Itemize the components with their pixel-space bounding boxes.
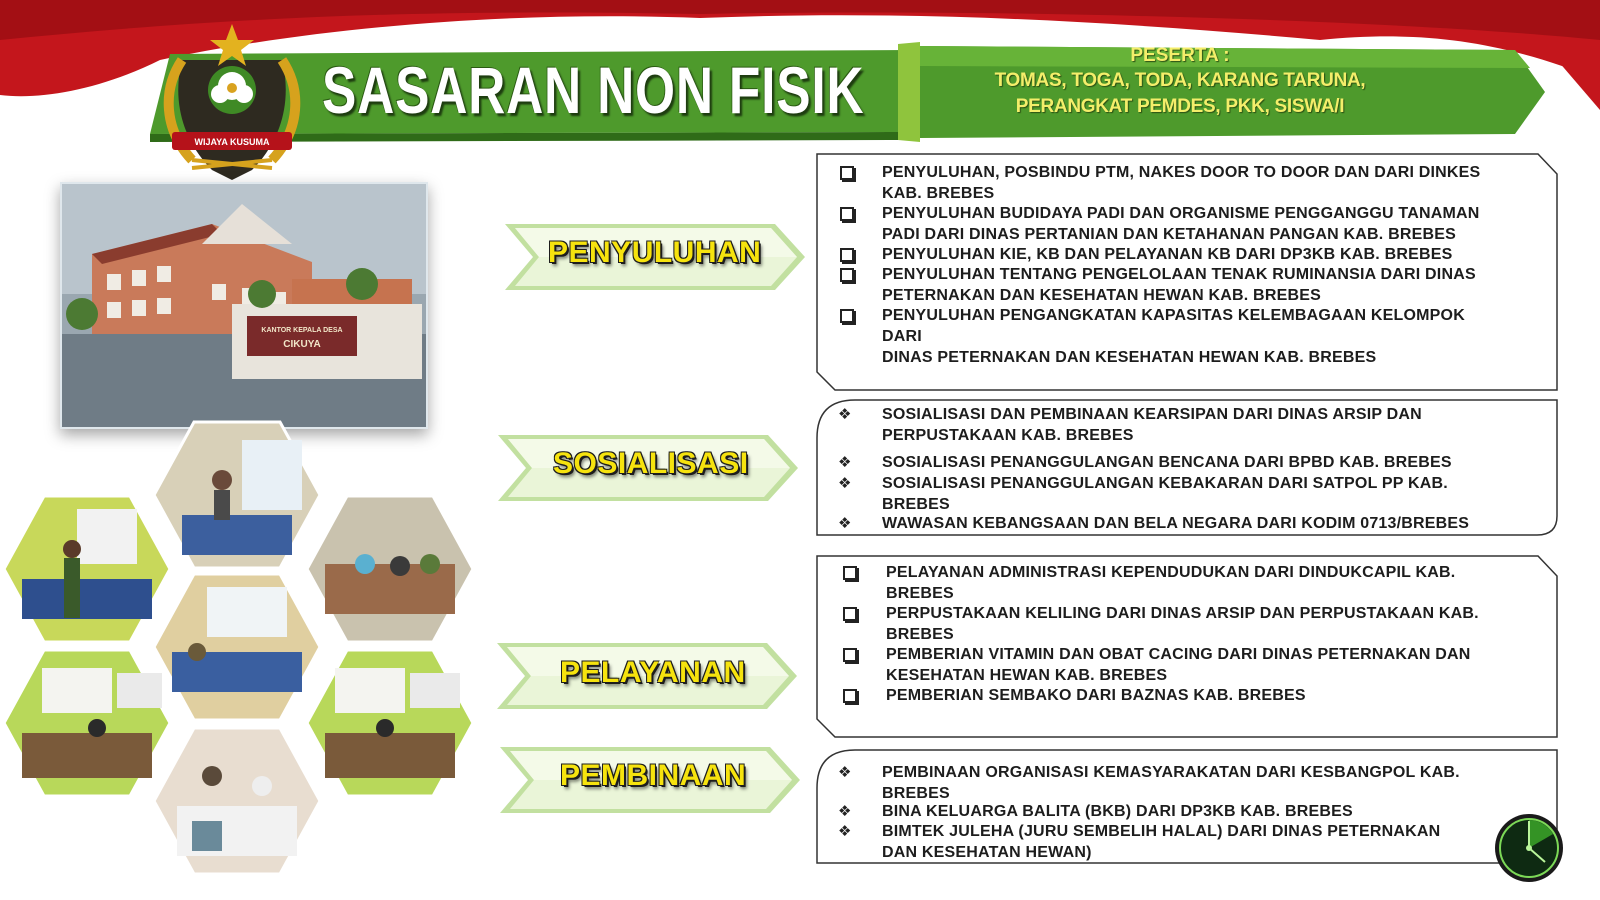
page-title: SASARAN NON FISIK bbox=[322, 53, 865, 127]
activity-photo-hex-7 bbox=[152, 726, 322, 876]
penyuluhan-item-5: PENYULUHAN PENGANGKATAN KAPASITAS KELEMBAGAAN KELOMPOK DARI DINAS PETERNAKAN DAN KESEHATAN HEWAN KAB. BREBES bbox=[882, 307, 1465, 366]
label-sosialisasi: SOSIALISASI bbox=[553, 447, 749, 480]
sosialisasi-item-1: SOSIALISASI DAN PEMBINAAN KEARSIPAN DARI DINAS ARSIP DAN PERPUSTAKAAN KAB. BREBES bbox=[882, 406, 1422, 444]
checkbox-bullet-icon bbox=[840, 309, 854, 323]
village-office-photo bbox=[60, 182, 428, 429]
pelayanan-item-3: PEMBERIAN VITAMIN DAN OBAT CACING DARI DINAS PETERNAKAN DAN KESEHATAN HEWAN KAB. BREBES bbox=[886, 646, 1471, 684]
diamond-bullet-icon: ❖ bbox=[838, 453, 852, 471]
activity-photo-hex-2 bbox=[2, 494, 172, 644]
diamond-bullet-icon: ❖ bbox=[838, 474, 852, 492]
logo-text: WIJAYA KUSUMA bbox=[194, 137, 270, 147]
peserta-line-2: PERANGKAT PEMDES, PKK, SISWA/I bbox=[1015, 96, 1345, 117]
label-pelayanan: PELAYANAN bbox=[560, 656, 746, 689]
diamond-bullet-icon: ❖ bbox=[838, 802, 852, 820]
timer-icon bbox=[1493, 812, 1565, 884]
sosialisasi-item-2: SOSIALISASI PENANGGULANGAN BENCANA DARI BPBD KAB. BREBES bbox=[882, 454, 1452, 471]
checkbox-bullet-icon bbox=[840, 268, 854, 282]
diamond-bullet-icon: ❖ bbox=[838, 763, 852, 781]
activity-photo-hex-3 bbox=[305, 494, 475, 644]
checkbox-bullet-icon bbox=[843, 689, 857, 703]
diamond-bullet-icon: ❖ bbox=[838, 514, 852, 532]
checkbox-bullet-icon bbox=[843, 607, 857, 621]
peserta-line-1: TOMAS, TOGA, TODA, KARANG TARUNA, bbox=[994, 70, 1366, 91]
office-sign-line-2: CIKUYA bbox=[283, 339, 321, 350]
checkbox-bullet-icon bbox=[840, 207, 854, 221]
label-penyuluhan: PENYULUHAN bbox=[548, 236, 762, 269]
peserta-block bbox=[940, 44, 1420, 120]
checkbox-bullet-icon bbox=[843, 566, 857, 580]
activity-photo-hex-4 bbox=[152, 572, 322, 722]
penyuluhan-item-1: PENYULUHAN, POSBINDU PTM, NAKES DOOR TO DOOR DAN DARI DINKES KAB. BREBES bbox=[882, 164, 1481, 202]
pembinaan-item-3: BIMTEK JULEHA (JURU SEMBELIH HALAL) DARI DINAS PETERNAKAN DAN KESEHATAN HEWAN) bbox=[882, 823, 1441, 861]
diamond-bullet-icon: ❖ bbox=[838, 822, 852, 840]
pembinaan-item-2: BINA KELUARGA BALITA (BKB) DARI DP3KB KAB. BREBES bbox=[882, 803, 1353, 820]
label-pembinaan: PEMBINAAN bbox=[560, 759, 747, 792]
checkbox-bullet-icon bbox=[840, 248, 854, 262]
activity-photo-hex-6 bbox=[305, 648, 475, 798]
pelayanan-item-1: PELAYANAN ADMINISTRASI KEPENDUDUKAN DARI DINDUKCAPIL KAB. BREBES bbox=[886, 564, 1456, 602]
pelayanan-item-4: PEMBERIAN SEMBAKO DARI BAZNAS KAB. BREBES bbox=[886, 687, 1306, 704]
pembinaan-item-1: PEMBINAAN ORGANISASI KEMASYARAKATAN DARI KESBANGPOL KAB. BREBES bbox=[882, 764, 1460, 802]
activity-photo-hex-1 bbox=[152, 420, 322, 570]
diamond-bullet-icon: ❖ bbox=[838, 405, 852, 423]
checkbox-bullet-icon bbox=[843, 648, 857, 662]
wijaya-kusuma-logo bbox=[152, 20, 312, 190]
activity-photo-hex-5 bbox=[2, 648, 172, 798]
penyuluhan-item-3: PENYULUHAN KIE, KB DAN PELAYANAN KB DARI DP3KB KAB. BREBES bbox=[882, 246, 1453, 263]
pelayanan-item-2: PERPUSTAKAAN KELILING DARI DINAS ARSIP DAN PERPUSTAKAAN KAB. BREBES bbox=[886, 605, 1479, 643]
penyuluhan-item-4: PENYULUHAN TENTANG PENGELOLAAN TENAK RUMINANSIA DARI DINAS PETERNAKAN DAN KESEHATAN HEWAN KAB. BREBES bbox=[882, 266, 1476, 304]
checkbox-bullet-icon bbox=[840, 166, 854, 180]
peserta-label: PESERTA : bbox=[1130, 45, 1230, 66]
sosialisasi-item-3: SOSIALISASI PENANGGULANGAN KEBAKARAN DARI SATPOL PP KAB. BREBES bbox=[882, 475, 1448, 513]
penyuluhan-item-2: PENYULUHAN BUDIDAYA PADI DAN ORGANISME PENGGANGGU TANAMAN PADI DARI DINAS PERTANIAN DAN KETAHANAN PANGAN KAB. BREBES bbox=[882, 205, 1480, 243]
office-sign-line-1: KANTOR KEPALA DESA bbox=[261, 327, 343, 334]
sosialisasi-item-4: WAWASAN KEBANGSAAN DAN BELA NEGARA DARI KODIM 0713/BREBES bbox=[882, 515, 1470, 532]
